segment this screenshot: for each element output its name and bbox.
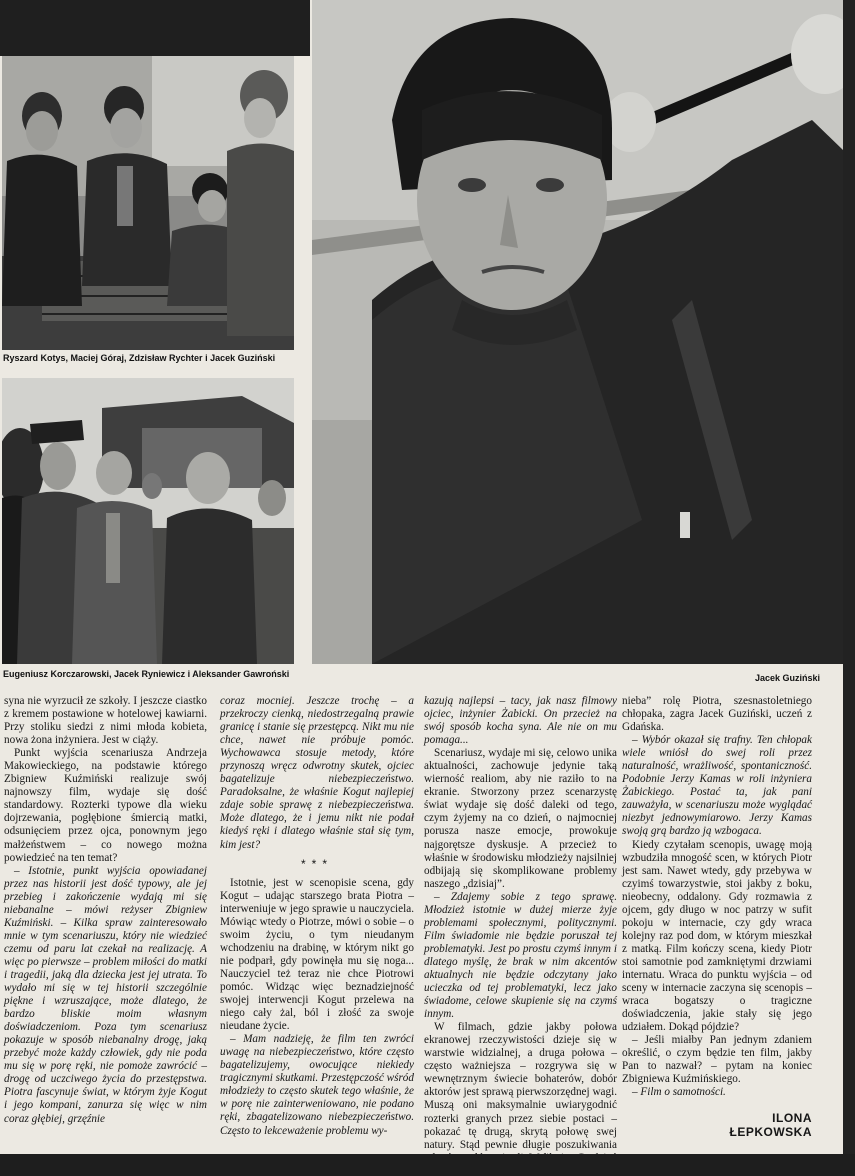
article-paragraph: – Mam nadzieję, że film ten zwróci uwagę na niebezpieczeństwo, które często bagatelizujemy, owocujące niekiedy tragicznymi skutkami. Przestępczość wśród młodzieży to często skutek tego właśnie, że w porę nie zainterweniowano, nie podano ręki, zbagatelizowano niebezpieczeństwo. Często to lekceważenie problemu wy- bbox=[220, 1033, 414, 1137]
article-column-3 bbox=[424, 695, 617, 1176]
photo-outdoor-group bbox=[2, 378, 294, 664]
right-dark-edge bbox=[843, 0, 855, 1176]
article-body bbox=[0, 695, 820, 1160]
article-paragraph: W filmach, gdzie jakby połowa ekranowej rzeczywistości dzieje się w warstwie widzialnej, a druga połowa – często ważniejsza – rozgrywa się w wewnętrznym świecie bohaterów, dobór aktorów jest sprawą pierwszorzędnej wagi. Muszą oni maksymalnie uwiarygodnić rozterki granych przez siebie postaci – pokazać tę drugą, skrytą połowę swej natury. Stąd pewnie długie poszukiwania bbox=[424, 1021, 617, 1151]
photo-foosball-group bbox=[2, 56, 294, 350]
photo-portrait-boy-image bbox=[312, 0, 843, 664]
photo-outdoor-caption: Eugeniusz Korczarowski, Jacek Ryniewicz i Aleksander Gawroński bbox=[3, 669, 290, 679]
author-last-name: ŁEPKOWSKA bbox=[729, 1125, 812, 1140]
photo-portrait-caption: Jacek Guziński bbox=[754, 673, 820, 683]
photo-foosball-group-image bbox=[2, 56, 294, 350]
article-column-2 bbox=[220, 695, 414, 1138]
photo-foosball-caption: Ryszard Kotys, Maciej Góraj, Zdzisław Rychter i Jacek Guziński bbox=[3, 353, 276, 363]
article-paragraph: syna nie wyrzucił ze szkoły. I jeszcze ciastko z kremem postawione w hotelowej kawiarni. Przy stoliku siedzi z nimi młoda kobieta, nowa żona inżyniera. Jest w ciąży. bbox=[4, 695, 207, 747]
article-column-4 bbox=[622, 695, 812, 1139]
bottom-dark-band bbox=[0, 1154, 855, 1176]
article-paragraph: Scenariusz, wydaje mi się, celowo unika aktualności, zachowuje jedynie taką wierność realiom, aby nie raziło to na ekranie. Stworzony przez scenarzystę świat wydaje się dość daleki od tego, czym żyjemy na co dzień, o najmocniej porusza nasze emocje, prowokuje najgorętsze dyskusje. A przecież to właśnie w środowisku młodzieży najsilniej odbijają się skomplikowane problemy naszego „dzisiaj”. bbox=[424, 747, 617, 890]
article-paragraph: – Istotnie, punkt wyjścia opowiadanej przez nas historii jest dość typowy, ale jej przebieg i zakończenie wydają mi się niebanalne – mówi reżyser Zbigniew Kuźmiński. – Kilka spraw zainteresowało mnie w tym scenariuszu, który nie wiedzieć czemu od paru lat czekał na realizację. A więc po pierwsze – problem miłości do matki i tragedii, jaką dla dziecka jest jej utrata. To wydało mi się w tej historii szczególnie piękne i wzruszające, może dlatego, że bardzo bliskie moim własnym doświadczeniom. Poza tym scenariusz pokazuje w sposób niebanalny drogę, jaką przebyć może każdy człowiek, gdy nie poda mu się w porę ręki, nie pomoże zawrócić – drogę od uczciwego życia do przestępstwa. Piotra fascynuje świat, w którym żyje Kogut i jego kompani, zanurza się więc w nim coraz głębiej, grzęźnie bbox=[4, 864, 207, 1125]
article-column-1 bbox=[4, 695, 207, 1126]
photo-portrait-boy bbox=[312, 0, 843, 664]
author-signature bbox=[622, 1111, 812, 1139]
article-paragraph: – Zdajemy sobie z tego sprawę. Młodzież istotnie w dużej mierze żyje problemami społecznymi, politycznymi. Film świadomie nie będzie poruszał tej problematyki. Jest po prostu czymś innym i dlatego myślę, że brak w nim akcentów aktualnych nie będzie odczytany jako ucieczka od tej problematyki, lecz jako świadome, celowe skupienie się na czymś innym. bbox=[424, 890, 617, 1021]
top-dark-band bbox=[0, 0, 310, 56]
author-first-name: ILONA bbox=[772, 1111, 812, 1126]
section-separator: *** bbox=[300, 856, 333, 871]
photo-outdoor-group-image bbox=[2, 378, 294, 664]
article-paragraph: Istotnie, jest w scenopisie scena, gdy Kogut – udając starszego brata Piotra – interweniuje w jego sprawie u nauczyciela. Mówiąc wtedy o Piotrze, mówi o sobie – o swoim życiu, o tym nieudanym wchodzeniu na drabinę, w którym nikt go nie podparł, gdy powinęła mu się noga... Nauczyciel też teraz nie chce Piotrowi pomóc. Widząc więc beznadziejność swojej interwencji Kogut przelewa na niego cały żal, ból i złość za swoje nieudane życie. bbox=[220, 876, 414, 1033]
article-paragraph: – Wybór okazał się trafny. Ten chłopak wiele wniósł do swej roli przez naturalność, wrażliwość, spontaniczność. Podobnie Jerzy Kamas w roli inżyniera Żabickiego. Postać ta, jak pani zauważyła, w scenariuszu może wyglądać niezbyt jednowymiarowo. Jerzy Kamas swoją grą bardzo ją wzbogaca. bbox=[622, 734, 812, 838]
article-paragraph: Kiedy czytałam scenopis, uwagę moją wzbudziła mnogość scen, w których Piotr jest sam. Nawet wtedy, gdy przebywa w czyimś towarzystwie, stoi jakby z boku, nieobecny, oddalony. Gdy rozmawia z ojcem, gdy długo w noc patrzy w sufit pokoju w internacie, czy gdy wraca kolejny raz pod dom, w którym mieszkał z matką. Film kończy scena, kiedy Piotr stoi samotnie pod zamkniętymi drzwiami internatu. Wraca do punktu wyjścia – od sceny w internacie zaczyna się scenopis – wraca bogatszy o tragiczne doświadczenia, jakie stały się jego udziałem. Dokąd pójdzie? bbox=[622, 838, 812, 1034]
article-paragraph: coraz mocniej. Jeszcze trochę – a przekroczy cienką, niedostrzegalną prawie granicę i stanie się przestępcą. Nikt mu nie chce, nawet nie próbuje pomóc. Wychowawca stosuje metody, które przynoszą wręcz odwrotny skutek, ojciec bagatelizuje niebezpieczeństwo. Paradoksalne, że właśnie Kogut najlepiej zdaje sobie sprawę z niebezpieczeństwa. Może dlatego, że i jemu nikt nie podał kiedyś ręki i dlatego właśnie stał się tym, kim jest? bbox=[220, 695, 414, 851]
article-paragraph: – Film o samotności. bbox=[632, 1086, 726, 1099]
article-paragraph: nieba” rolę Piotra, szesnastoletniego chłopaka, zagra Jacek Guziński, uczeń z Gdańska. bbox=[622, 695, 812, 734]
article-paragraph: kazują najlepsi – tacy, jak nasz filmowy ojciec, inżynier Żabicki. On przecież na swój sposób kocha syna. Ale nie on mu pomaga... bbox=[424, 695, 617, 747]
article-paragraph: – Jeśli miałby Pan jednym zdaniem określić, o czym będzie ten film, jakby Pan to nazwał? – pytam na koniec Zbigniewa Kuźmińskiego. bbox=[622, 1034, 812, 1086]
article-paragraph: Punkt wyjścia scenariusza Andrzeja Makowieckiego, na podstawie którego Zbigniew Kuźmiński realizuje swój najnowszy film, wydaje się dość standardowy. Rozterki typowe dla wieku dojrzewania, pogłębione śmiercią matki, odsunięciem przez ojca, ponownym jego małżeństwem – co nowego można powiedzieć na ten temat? bbox=[4, 747, 207, 864]
